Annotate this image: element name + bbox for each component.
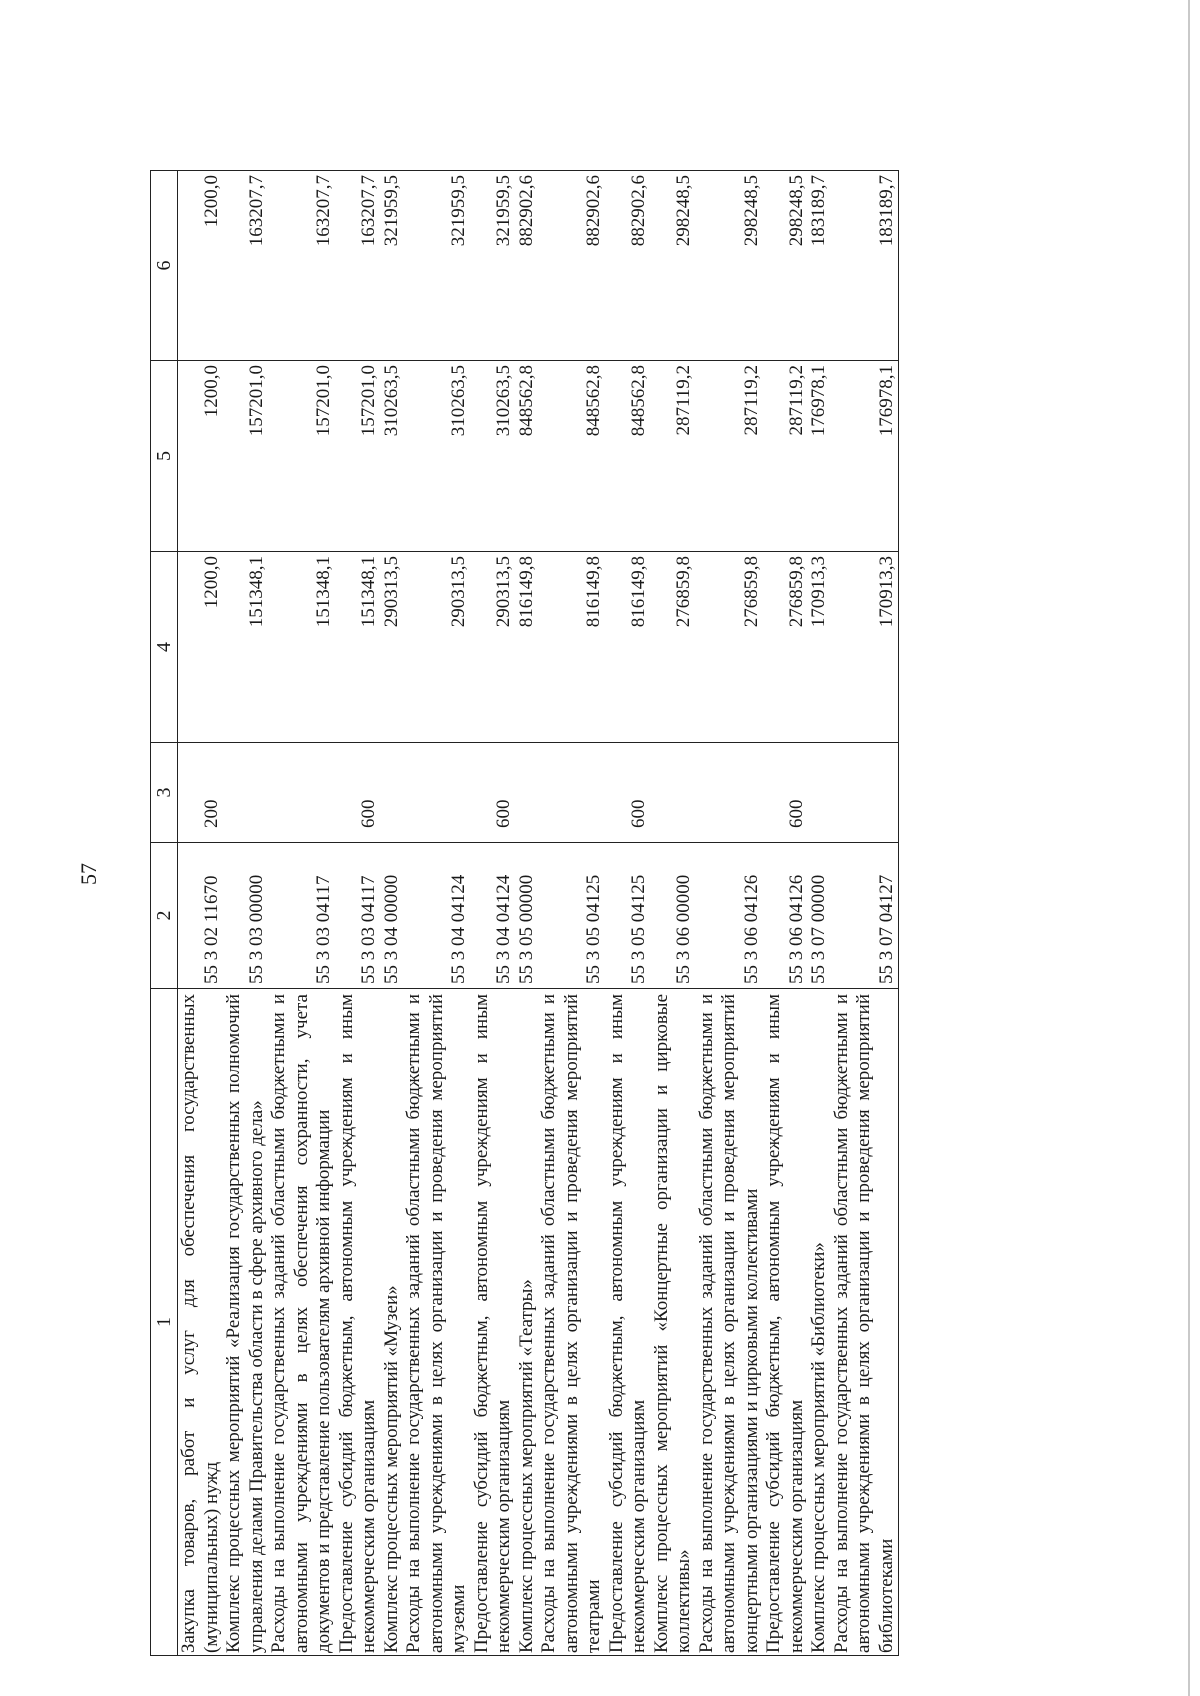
value-col-4: 170913,3	[808, 552, 831, 743]
budget-table	[150, 170, 899, 1656]
value-col-6: 163207,7	[268, 171, 336, 361]
budget-code: 55 3 04 04124	[403, 843, 471, 989]
value-col-4: 276859,8	[763, 552, 808, 743]
table-row	[606, 171, 651, 1656]
table-row	[831, 171, 899, 1656]
page-number: 57	[76, 863, 101, 885]
value-col-6: 882902,6	[538, 171, 606, 361]
expense-type-code	[808, 743, 831, 843]
table-row	[381, 171, 404, 1656]
value-col-6: 321959,5	[403, 171, 471, 361]
value-col-6: 298248,5	[651, 171, 696, 361]
value-col-4: 276859,8	[696, 552, 764, 743]
value-col-4: 151348,1	[336, 552, 381, 743]
table-row	[808, 171, 831, 1656]
table-row	[178, 171, 224, 1656]
value-col-5: 176978,1	[831, 361, 899, 552]
value-col-6: 298248,5	[763, 171, 808, 361]
value-col-5: 287119,2	[651, 361, 696, 552]
value-col-5: 287119,2	[696, 361, 764, 552]
value-col-6: 183189,7	[808, 171, 831, 361]
value-col-4: 816149,8	[516, 552, 539, 743]
expense-type-code	[538, 743, 606, 843]
value-col-5: 848562,8	[606, 361, 651, 552]
expense-type-code: 600	[336, 743, 381, 843]
expense-type-code: 200	[178, 743, 224, 843]
table-header-row	[151, 171, 178, 1656]
row-name: Расходы на выполнение государственных заданий областными бюджетными и автономными учреждениями в целях обеспечения сохранности, учета документов и представление пользователям архивной информации	[268, 989, 336, 1656]
budget-code: 55 3 03 04117	[268, 843, 336, 989]
value-col-4: 816149,8	[538, 552, 606, 743]
expense-type-code	[831, 743, 899, 843]
row-name: Расходы на выполнение государственных заданий областными бюджетными и автономными учреждениями в целях организации и проведения мероприятий концертными организациями и цирковыми коллективами	[696, 989, 764, 1656]
value-col-6: 298248,5	[696, 171, 764, 361]
row-name: Комплекс процессных мероприятий «Музеи»	[381, 989, 404, 1656]
value-col-5: 287119,2	[763, 361, 808, 552]
row-name: Предоставление субсидий бюджетным, автономным учреждениям и иным некоммерческим организациям	[471, 989, 516, 1656]
budget-code: 55 3 06 04126	[763, 843, 808, 989]
value-col-5: 310263,5	[471, 361, 516, 552]
value-col-6: 183189,7	[831, 171, 899, 361]
budget-code: 55 3 06 00000	[651, 843, 696, 989]
value-col-5: 310263,5	[381, 361, 404, 552]
expense-type-code	[403, 743, 471, 843]
table-row	[223, 171, 268, 1656]
budget-code: 55 3 06 04126	[696, 843, 764, 989]
table-row	[763, 171, 808, 1656]
value-col-6: 321959,5	[381, 171, 404, 361]
value-col-5: 157201,0	[336, 361, 381, 552]
value-col-4: 151348,1	[223, 552, 268, 743]
table-row	[696, 171, 764, 1656]
column-header: 2	[151, 843, 178, 989]
value-col-4: 290313,5	[403, 552, 471, 743]
expense-type-code: 600	[606, 743, 651, 843]
value-col-6: 163207,7	[223, 171, 268, 361]
column-header: 4	[151, 552, 178, 743]
expense-type-code	[268, 743, 336, 843]
budget-code: 55 3 05 00000	[516, 843, 539, 989]
row-name: Комплекс процессных мероприятий «Реализация государственных полномочий управления делами Правительства области в сфере архивного дела»	[223, 989, 268, 1656]
budget-code: 55 3 05 04125	[606, 843, 651, 989]
value-col-6: 882902,6	[606, 171, 651, 361]
table-row	[403, 171, 471, 1656]
row-name: Комплекс процессных мероприятий «Библиотеки»	[808, 989, 831, 1656]
row-name: Предоставление субсидий бюджетным, автономным учреждениям и иным некоммерческим организациям	[336, 989, 381, 1656]
table-row	[538, 171, 606, 1656]
table-row	[651, 171, 696, 1656]
value-col-6: 163207,7	[336, 171, 381, 361]
column-header: 6	[151, 171, 178, 361]
column-header: 1	[151, 989, 178, 1656]
value-col-5: 157201,0	[268, 361, 336, 552]
table-body	[178, 171, 899, 1656]
value-col-5: 157201,0	[223, 361, 268, 552]
row-name: Комплекс процессных мероприятий «Концертные организации и цирковые коллективы»	[651, 989, 696, 1656]
row-name: Расходы на выполнение государственных заданий областными бюджетными и автономными учреждениями в целях организации и проведения мероприятий театрами	[538, 989, 606, 1656]
row-name: Комплекс процессных мероприятий «Театры»	[516, 989, 539, 1656]
expense-type-code	[381, 743, 404, 843]
value-col-5: 310263,5	[403, 361, 471, 552]
value-col-6: 882902,6	[516, 171, 539, 361]
table-row	[471, 171, 516, 1656]
budget-code: 55 3 02 11670	[178, 843, 224, 989]
expense-type-code	[651, 743, 696, 843]
value-col-4: 151348,1	[268, 552, 336, 743]
value-col-4: 816149,8	[606, 552, 651, 743]
value-col-4: 276859,8	[651, 552, 696, 743]
value-col-6: 1200,0	[178, 171, 224, 361]
expense-type-code	[696, 743, 764, 843]
expense-type-code	[516, 743, 539, 843]
value-col-4: 1200,0	[178, 552, 224, 743]
value-col-4: 170913,3	[831, 552, 899, 743]
table-row	[268, 171, 336, 1656]
value-col-5: 1200,0	[178, 361, 224, 552]
budget-code: 55 3 04 00000	[381, 843, 404, 989]
value-col-6: 321959,5	[471, 171, 516, 361]
budget-code: 55 3 03 00000	[223, 843, 268, 989]
value-col-4: 290313,5	[471, 552, 516, 743]
budget-code: 55 3 07 00000	[808, 843, 831, 989]
row-name: Предоставление субсидий бюджетным, автономным учреждениям и иным некоммерческим организациям	[606, 989, 651, 1656]
column-header: 3	[151, 743, 178, 843]
expense-type-code: 600	[763, 743, 808, 843]
row-name: Закупка товаров, работ и услуг для обеспечения государственных (муниципальных) нужд	[178, 989, 224, 1656]
row-name: Расходы на выполнение государственных заданий областными бюджетными и автономными учреждениями в целях организации и проведения мероприятий музеями	[403, 989, 471, 1656]
table-row	[516, 171, 539, 1656]
budget-code: 55 3 05 04125	[538, 843, 606, 989]
budget-code: 55 3 04 04124	[471, 843, 516, 989]
value-col-5: 848562,8	[538, 361, 606, 552]
value-col-4: 290313,5	[381, 552, 404, 743]
budget-code: 55 3 03 04117	[336, 843, 381, 989]
rotated-page	[0, 136, 1200, 1696]
table-row	[336, 171, 381, 1656]
value-col-5: 176978,1	[808, 361, 831, 552]
budget-code: 55 3 07 04127	[831, 843, 899, 989]
column-header: 5	[151, 361, 178, 552]
row-name: Предоставление субсидий бюджетным, автономным учреждениям и иным некоммерческим организациям	[763, 989, 808, 1656]
expense-type-code	[223, 743, 268, 843]
value-col-5: 848562,8	[516, 361, 539, 552]
expense-type-code: 600	[471, 743, 516, 843]
row-name: Расходы на выполнение государственных заданий областными бюджетными и автономными учреждениями в целях организации и проведения мероприятий библиотеками	[831, 989, 899, 1656]
